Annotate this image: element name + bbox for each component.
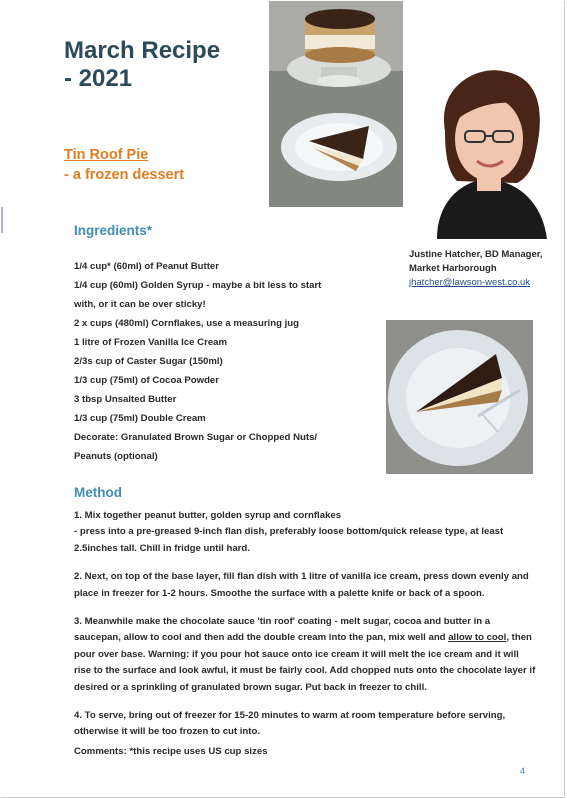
ingredient-item: Decorate: Granulated Brown Sugar or Chopped Nuts/ [74,432,318,443]
author-name-role: Justine Hatcher, BD Manager, [409,249,543,260]
recipe-description: - a frozen dessert [64,167,185,183]
ingredient-item: 2/3s cup of Caster Sugar (150ml) [74,356,223,367]
method-steps [74,508,536,753]
page-edge-marker [1,207,3,233]
ingredient-item: 2 x cups (480ml) Cornflakes, use a measuring jug [74,318,299,329]
ingredient-item: 1/4 cup* (60ml) of Peanut Butter [74,261,219,272]
method-step-3-start: 3. Meanwhile make the chocolate sauce 'tin roof' coating - melt sugar, cocoa and butter in a saucepan, allow to cool and then add the double cream into the pan, mix well and [74,616,491,644]
author-email-link[interactable]: jhatcher@lawson-west.co.uk [409,277,531,288]
method-step-1 [74,508,536,557]
method-step-1-first-line: 1. Mix together peanut butter, golden syrup and cornflakes [74,510,342,521]
method-step-3-end: , then pour over base. Warning: if you pour hot sauce onto ice cream it will melt the ice cream and it will rise to the surface and look awful, it must be fairly cool. Add chopped nuts onto the chocolate layer if desired or a sprinkling of granulated brown sugar. Put back in freezer to chill. [74,632,536,693]
method-heading: Method [74,485,122,500]
author-location: Market Harborough [409,263,497,274]
ingredient-item: 1 litre of Frozen Vanilla Ice Cream [74,337,228,348]
ingredient-item: 1/4 cup (60ml) Golden Syrup - maybe a bit less to start [74,280,322,291]
ingredient-item: 3 tbsp Unsalted Butter [74,394,177,405]
page-title-line-1: March Recipe [64,37,221,64]
method-step-3 [74,614,536,696]
author-portrait [407,61,565,239]
page-title [64,37,220,93]
page-title-line-2: - 2021 [64,65,133,92]
ingredient-item: 1/3 cup (75ml) of Cocoa Powder [74,375,220,386]
author-caption [409,248,543,290]
recipe-page [1,1,565,798]
recipe-name: Tin Roof Pie [64,147,149,163]
ingredient-item: 1/3 cup (75ml) Double Cream [74,413,206,424]
pie-slice-photo [386,320,533,474]
method-step-4: 4. To serve, bring out of freezer for 15-20 minutes to warm at room temperature before serving, otherwise it will be too frozen to cut into. [74,710,506,738]
comments-note: Comments: *this recipe uses US cup sizes [74,746,268,757]
ingredients-heading: Ingredients* [74,223,153,238]
method-step-2: 2. Next, on top of the base layer, fill flan dish with 1 litre of vanilla ice cream, press down evenly and place in freezer for 1-2 hours. Smoothe the surface with a palette knife or back of a spoon. [74,571,529,599]
method-step-3-underlined: allow to cool [448,632,507,644]
page-number: 4 [520,766,526,776]
recipe-subtitle [64,145,184,185]
cake-photo [269,1,403,207]
ingredients-list [74,259,374,468]
ingredient-item: Peanuts (optional) [74,451,158,462]
ingredient-item: with, or it can be over sticky! [74,299,206,310]
method-step-1-rest: - press into a pre-greased 9-inch flan dish, preferably loose bottom/quick release type, at least 2.5inches tall. Chill in fridge until hard. [74,526,504,554]
